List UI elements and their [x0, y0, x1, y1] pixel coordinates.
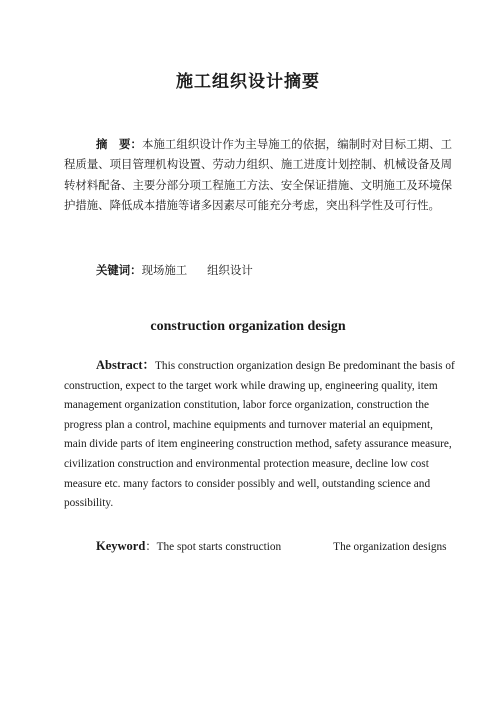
- chinese-keywords-label: 关键词：: [96, 263, 142, 277]
- chinese-abstract: [64, 134, 452, 215]
- english-keyword-2: The organization designs: [333, 541, 447, 553]
- english-keywords: [64, 537, 456, 558]
- chinese-keyword-1: 现场施工: [141, 263, 188, 277]
- chinese-abstract-label: 摘 要：: [96, 137, 142, 151]
- chinese-keyword-2: 组织设计: [207, 263, 253, 277]
- chinese-keywords: [96, 262, 253, 278]
- english-abstract: [64, 356, 456, 514]
- english-abstract-text: This construction organization design Be predominant the basis of construction, expect to the target work while drawing up, engineering quality, item management organization constitution, labor force organization, construction the progress plan a control, machine equipments and turnover material an equipment, main divide parts of item engineering construction method, safety assurance measure, civilization construction and environmental protection measure, decline low cost measure etc. many factors to consider possibly and well, outstanding science and possibility.: [64, 360, 455, 510]
- english-keyword-1: ：The spot starts construction: [145, 541, 282, 553]
- chinese-title: 施工组织设计摘要: [176, 72, 320, 92]
- english-keywords-label: Keyword: [96, 539, 146, 553]
- chinese-abstract-text: 本施工组织设计作为主导施工的依据，编制时对目标工期、工程质量、项目管理机构设置、劳动力组织、施工进度计划控制、机械设备及周转材料配备、主要分部分项工程施工方法、安全保证措施、文明施工及环境保护措施、降低成本措施等诸多因素尽可能充分考虑，突出科学性及可行性。: [64, 137, 452, 212]
- english-title: construction organization design: [150, 319, 346, 334]
- english-abstract-label: Abstract：: [96, 358, 156, 372]
